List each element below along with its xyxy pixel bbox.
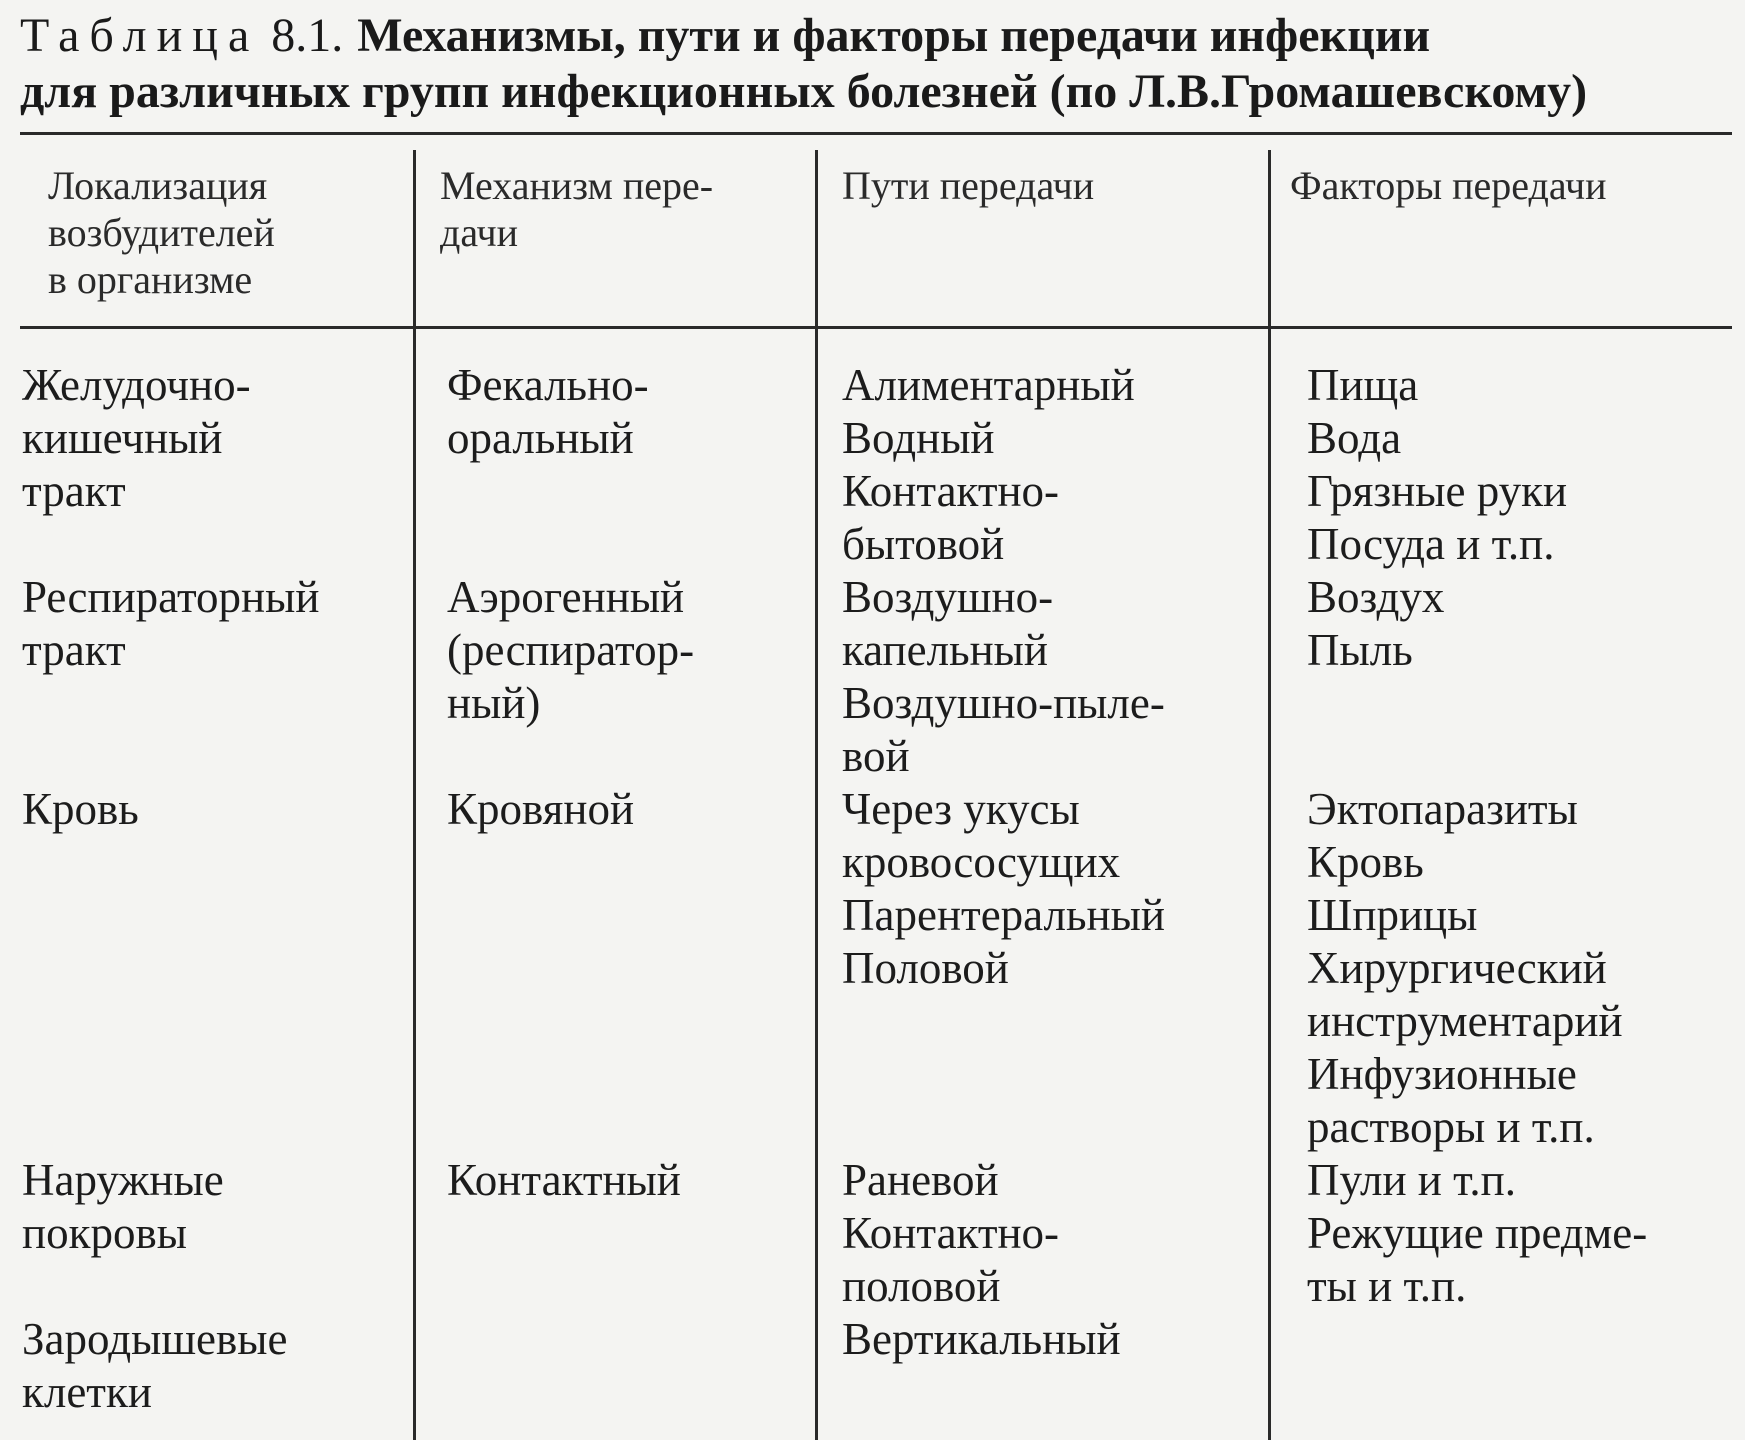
row1-localization: Желудочно- кишечный тракт xyxy=(22,360,251,516)
header-localization: Локализация возбудителей в организме xyxy=(48,163,275,302)
row4-routes: Раневой Контактно- половой xyxy=(842,1155,1060,1311)
table-top-rule xyxy=(20,132,1732,135)
row1-routes: Алиментарный Водный Контактно- бытовой xyxy=(842,360,1135,569)
row3-localization: Кровь xyxy=(22,784,139,834)
caption-label: Таблица xyxy=(20,9,260,62)
caption-line-1 xyxy=(20,8,1732,64)
caption-number: 8.1. xyxy=(271,9,344,62)
row3-mechanism: Кровяной xyxy=(447,784,635,834)
table-header-rule xyxy=(20,326,1732,329)
caption-title-line-2: для различных групп инфекционных болезней (по Л.В.Громашевскому) xyxy=(20,65,1588,118)
column-divider-2 xyxy=(815,150,818,1440)
row2-routes: Воздушно- капельный Воздушно-пыле- вой xyxy=(842,572,1165,781)
row2-factors: Воздух Пыль xyxy=(1307,572,1445,675)
table-caption xyxy=(20,8,1732,120)
row3-routes: Через укусы кровососущих Парентеральный Половой xyxy=(842,784,1165,993)
row4-mechanism: Контактный xyxy=(447,1155,681,1205)
row1-mechanism: Фекально- оральный xyxy=(447,360,649,463)
row4-factors: Пули и т.п. Режущие предме- ты и т.п. xyxy=(1307,1155,1648,1311)
column-divider-1 xyxy=(413,150,416,1440)
row1-factors: Пища Вода Грязные руки Посуда и т.п. xyxy=(1307,360,1568,569)
row3-factors: Эктопаразиты Кровь Шприцы Хирургический инструментарий Инфузионные растворы и т.п. xyxy=(1307,784,1623,1152)
row2-localization: Респираторный тракт xyxy=(22,572,320,675)
row5-routes: Вертикальный xyxy=(842,1314,1121,1364)
row4-localization: Наружные покровы xyxy=(22,1155,224,1258)
header-mechanism: Механизм пере- дачи xyxy=(440,163,714,255)
row2-mechanism: Аэрогенный (респиратор- ный) xyxy=(447,572,695,728)
column-divider-3 xyxy=(1268,150,1271,1440)
caption-title-line-1: Механизмы, пути и факторы передачи инфекции xyxy=(357,9,1431,62)
header-routes: Пути передачи xyxy=(842,163,1095,208)
header-factors: Факторы передачи xyxy=(1290,163,1607,208)
row5-localization: Зародышевые клетки xyxy=(22,1314,288,1417)
